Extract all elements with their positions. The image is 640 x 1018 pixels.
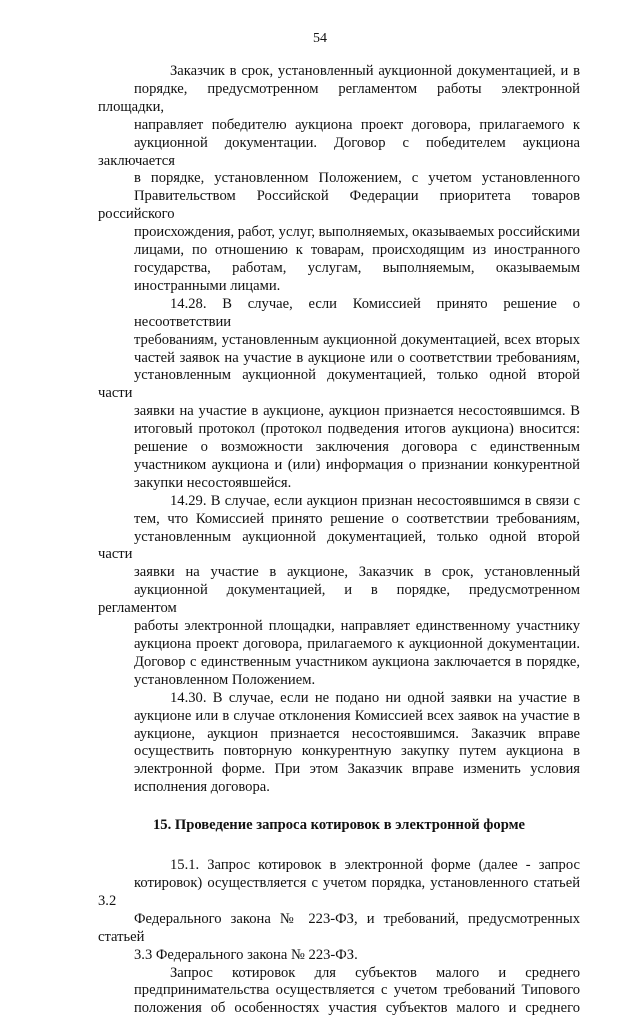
text-line: котировок) осуществляется с учетом порядка, установленного статьей 3.2 — [98, 875, 580, 911]
text-line: порядке, предусмотренном регламентом работы электронной площадки, — [98, 81, 580, 117]
text-line: иностранными лицами. — [98, 278, 580, 296]
body-text — [98, 63, 580, 1018]
text-line: Федерального закона № 223-ФЗ, и требований, предусмотренных статьей — [98, 911, 580, 947]
text-line: участником аукциона и (или) информация о признании конкурентной — [98, 457, 580, 475]
text-line: Правительством Российской Федерации приоритета товаров российского — [98, 188, 580, 224]
text-line: работы электронной площадки, направляет единственному участнику — [98, 618, 580, 636]
text-line: Заказчик в срок, установленный аукционной документацией, и в — [98, 63, 580, 81]
text-line: Договор с единственным участником аукциона заключается в порядке, — [98, 654, 580, 672]
text-line: аукционе, аукцион признается несостоявшимся. Заказчик вправе — [98, 726, 580, 744]
text-line: аукционе или в случае отклонения Комиссией всех заявок на участие в — [98, 708, 580, 726]
text-line: Запрос котировок для субъектов малого и среднего — [98, 965, 580, 983]
text-line: установленным аукционной документацией, только одной второй части — [98, 367, 580, 403]
text-line: аукционной документации. Договор с победителем аукциона заключается — [98, 135, 580, 171]
paragraph-14-30 — [98, 690, 580, 797]
page-number: 54 — [0, 30, 640, 48]
text-line: 14.30. В случае, если не подано ни одной заявки на участие в — [98, 690, 580, 708]
text-line: заявки на участие в аукционе, Заказчик в срок, установленный — [98, 564, 580, 582]
text-line: предпринимательства осуществляется с учетом требований Типового — [98, 982, 580, 1000]
text-line: аукционной документацией, и в порядке, предусмотренном регламентом — [98, 582, 580, 618]
text-line: тем, что Комиссией принято решение о соответствии требованиям, — [98, 511, 580, 529]
paragraph-15-1 — [98, 857, 580, 964]
text-line: осуществить повторную конкурентную закупку путем аукциона в — [98, 743, 580, 761]
text-line: установленным аукционной документацией, только одной второй части — [98, 529, 580, 565]
text-line: исполнения договора. — [98, 779, 580, 797]
text-line: требованиям, установленным аукционной документацией, всех вторых — [98, 332, 580, 350]
text-line: положения об особенностях участия субъектов малого и среднего — [98, 1000, 580, 1018]
text-line: электронной форме. При этом Заказчик вправе изменить условия — [98, 761, 580, 779]
text-line: направляет победителю аукциона проект договора, прилагаемого к — [98, 117, 580, 135]
text-line: частей заявок на участие в аукционе или о соответствии требованиям, — [98, 350, 580, 368]
text-line: государства, работам, услугам, выполняемым, оказываемым — [98, 260, 580, 278]
text-line: 3.3 Федерального закона № 223-ФЗ. — [98, 947, 580, 965]
text-line: лицами, по отношению к товарам, происходящим из иностранного — [98, 242, 580, 260]
paragraph-15-2 — [98, 965, 580, 1018]
text-line: установленном Положением. — [98, 672, 580, 690]
text-line: заявки на участие в аукционе, аукцион признается несостоявшимся. В — [98, 403, 580, 421]
text-line: 14.29. В случае, если аукцион признан несостоявшимся в связи с — [98, 493, 580, 511]
text-line: итоговый протокол (протокол подведения итогов аукциона) вносится: — [98, 421, 580, 439]
paragraph-14-29 — [98, 493, 580, 690]
text-line: закупки несостоявшейся. — [98, 475, 580, 493]
text-line: аукциона проект договора, прилагаемого к аукционной документации. — [98, 636, 580, 654]
paragraph-14-27-continuation — [98, 63, 580, 296]
text-line: в порядке, установленном Положением, с учетом установленного — [98, 170, 580, 188]
text-line: происхождения, работ, услуг, выполняемых, оказываемых российскими — [98, 224, 580, 242]
text-line: 15.1. Запрос котировок в электронной форме (далее - запрос — [98, 857, 580, 875]
section-heading: 15. Проведение запроса котировок в электронной форме — [98, 817, 580, 835]
text-line: 14.28. В случае, если Комиссией принято решение о несоответствии — [98, 296, 580, 332]
text-line: решение о возможности заключения договора с единственным — [98, 439, 580, 457]
paragraph-14-28 — [98, 296, 580, 493]
